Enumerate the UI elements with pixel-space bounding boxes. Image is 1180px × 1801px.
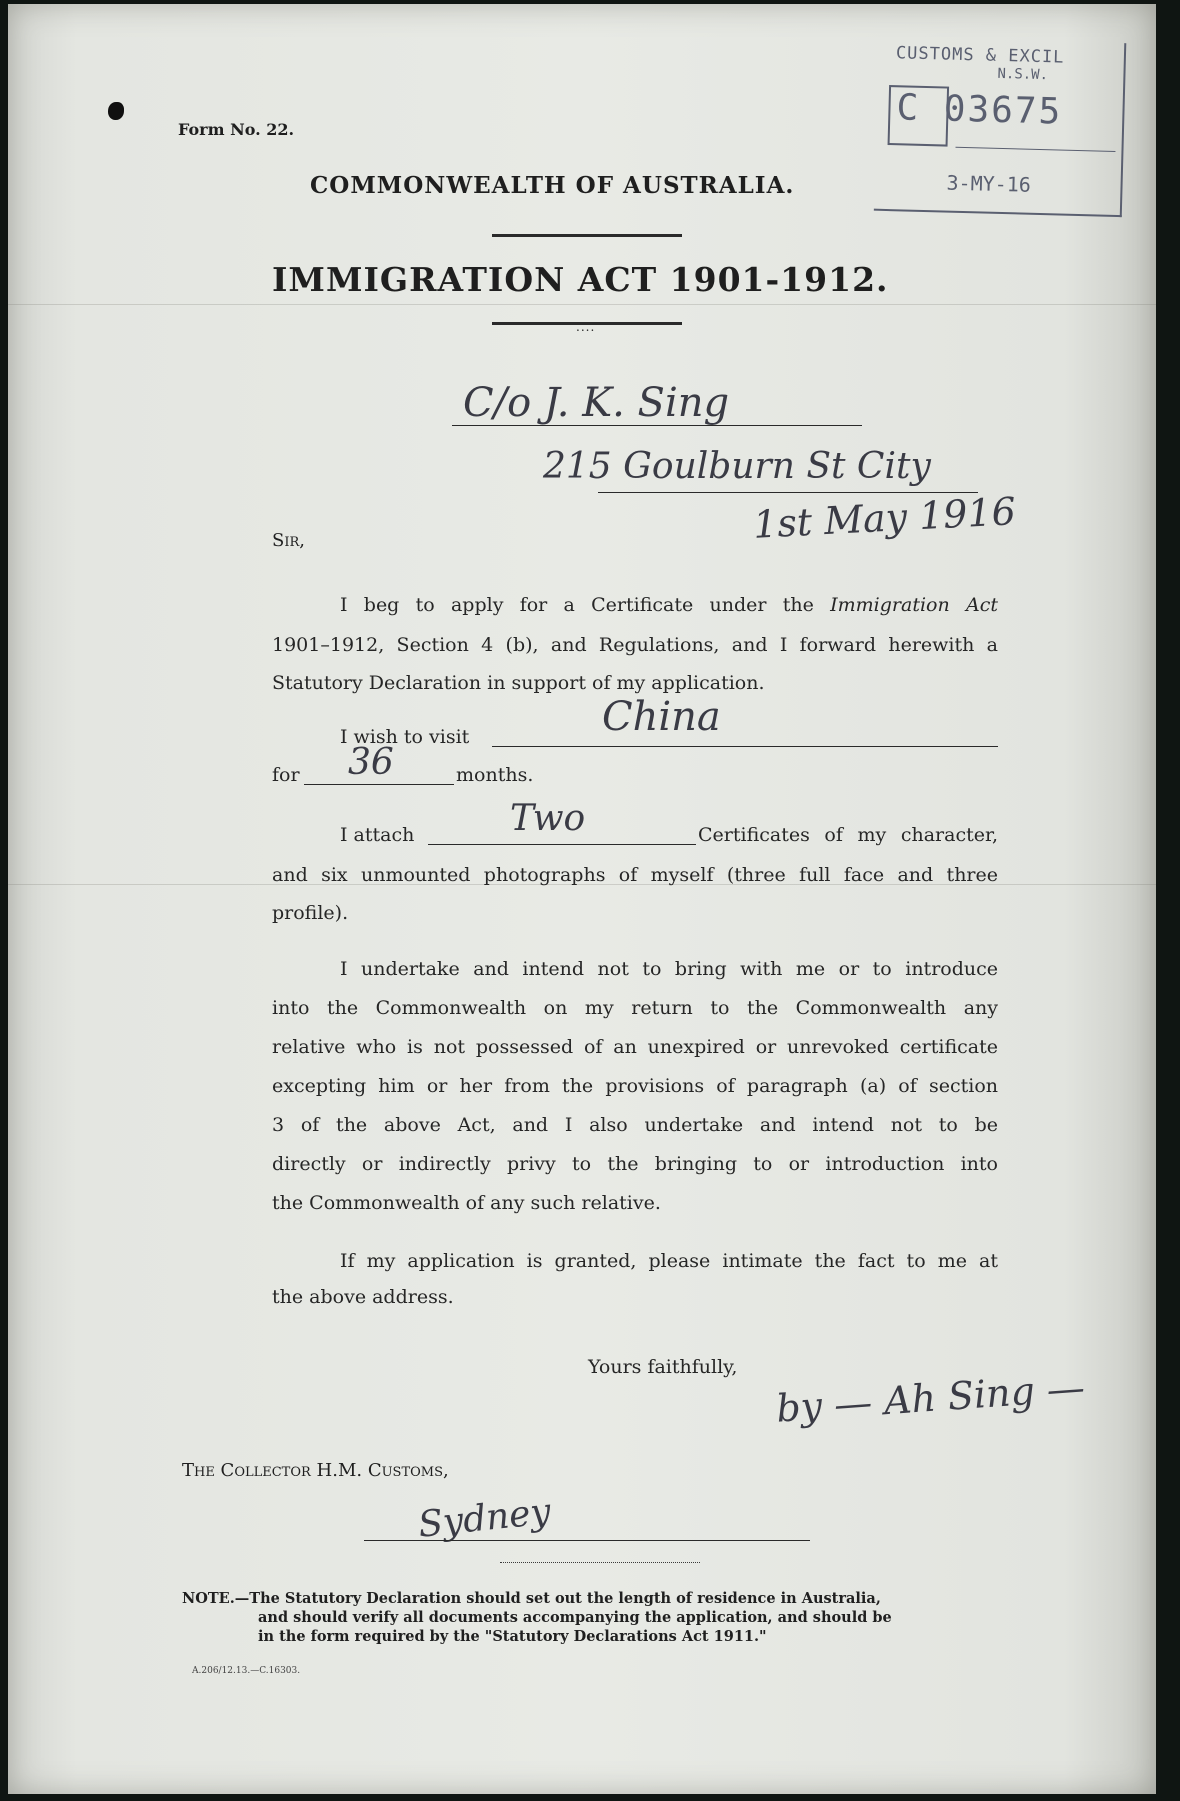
para1-line2: 1901–1912, Section 4 (b), and Regulations, and I forward herewith a — [272, 634, 998, 656]
act-title: IMMIGRATION ACT 1901-1912. — [272, 260, 889, 299]
heading-ornament: .... — [576, 320, 596, 334]
form-number: Form No. 22. — [178, 120, 295, 139]
para1-line3: Statutory Declaration in support of my application. — [272, 672, 765, 694]
granted-line1: If my application is granted, please intimate the fact to me at — [340, 1250, 998, 1272]
attach-label: I attach — [340, 824, 415, 846]
undertake-line6: directly or indirectly privy to the bringing to or introduction into — [272, 1153, 998, 1175]
customs-stamp — [874, 37, 1131, 222]
note-line3: in the form required by the "Statutory Declarations Act 1911." — [258, 1628, 767, 1645]
para1-line1: I beg to apply for a Certificate under the Immigration Act — [340, 594, 998, 616]
paper-crease — [8, 304, 1156, 305]
visit-destination: China — [602, 694, 721, 740]
undertake-line1: I undertake and intend not to bring with me or to introduce — [340, 958, 998, 980]
country-heading: COMMONWEALTH OF AUSTRALIA. — [310, 172, 795, 199]
granted-line2: the above address. — [272, 1286, 454, 1308]
undertake-line4: excepting him or her from the provisions of paragraph (a) of section — [272, 1075, 998, 1097]
flourish — [500, 1562, 700, 1563]
collector-label: The Collector H.M. Customs, — [182, 1460, 449, 1481]
address-date: 1st May 1916 — [752, 489, 1017, 547]
for-label: for — [272, 764, 300, 786]
undertake-line5: 3 of the above Act, and I also undertake and intend not to be — [272, 1114, 998, 1136]
attach-suffix: Certificates of my character, — [698, 824, 998, 846]
document-page — [8, 4, 1156, 1794]
stamp-line2: N.S.W. — [997, 65, 1049, 84]
stamp-number: C 03675 — [895, 87, 1063, 133]
undertake-line2: into the Commonwealth on my return to the Commonwealth any — [272, 997, 998, 1019]
attach-line2: and six unmounted photographs of myself (three full face and three — [272, 864, 998, 886]
undertake-line3: relative who is not possessed of an unexpired or unrevoked certificate — [272, 1036, 998, 1058]
punch-hole-mark — [108, 102, 124, 120]
attach-line3: profile). — [272, 902, 349, 924]
months-label: months. — [456, 764, 534, 786]
note-line1: NOTE.—The Statutory Declaration should set out the length of residence in Australia, — [182, 1590, 881, 1607]
address-line2: 215 Goulburn St City — [543, 446, 931, 487]
salutation: Sir, — [272, 530, 305, 551]
stamp-line1: CUSTOMS & EXCIL — [895, 43, 1065, 68]
undertake-line7: the Commonwealth of any such relative. — [272, 1192, 661, 1214]
printer-code: A.206/12.13.—C.16303. — [192, 1666, 301, 1676]
signature: by — Ah Sing — — [774, 1365, 1087, 1431]
note-line2: and should verify all documents accompanying the application, and should be — [258, 1609, 892, 1626]
address-line1: C/o J. K. Sing — [463, 380, 730, 426]
stamp-date: 3-MY-16 — [946, 170, 1032, 197]
months-value: 36 — [348, 742, 394, 783]
collector-place: Sydney — [416, 1491, 553, 1546]
visit-label: I wish to visit — [340, 726, 470, 748]
valediction: Yours faithfully, — [588, 1356, 738, 1378]
attach-count: Two — [510, 798, 586, 839]
